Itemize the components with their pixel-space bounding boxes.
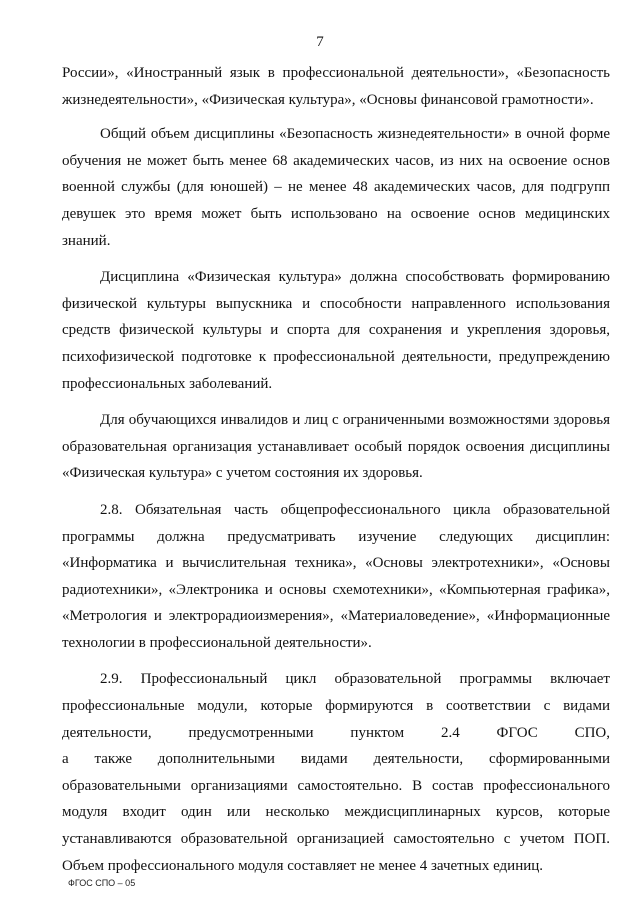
paragraph-line: образовательная организация устанавливает особый порядок освоения дисциплины	[62, 438, 610, 455]
paragraph-line: модуля входит один или несколько междисциплинарных курсов, которые	[62, 804, 610, 821]
paragraph-line: России», «Иностранный язык в профессиональной деятельности», «Безопасность	[62, 65, 610, 81]
paragraph-line: Объем профессионального модуля составляет не менее 4 зачетных единиц.	[62, 857, 544, 874]
paragraph-line: а также дополнительными видами деятельности, сформированными	[62, 751, 610, 768]
document-body	[62, 60, 610, 879]
paragraph	[62, 121, 610, 254]
paragraph-line: образовательными организациями самостоятельно. В состав профессионального	[62, 777, 610, 794]
paragraph-line: Дисциплина «Физическая культура» должна способствовать формированию	[100, 269, 610, 286]
paragraph-line: «Физическая культура» с учетом состояния их здоровья.	[62, 465, 423, 482]
paragraph-line: деятельности, предусмотренными пунктом 2.4 ФГОС СПО,	[62, 724, 610, 741]
paragraph-line: военной службы (для юношей) – не менее 48 академических часов, для подгрупп	[62, 179, 610, 196]
paragraph-line: «Метрология и электрорадиоизмерения», «Материаловедение», «Информационные	[62, 608, 610, 625]
paragraph-line: радиотехники», «Электроника и основы схемотехники», «Компьютерная графика»,	[62, 581, 610, 598]
paragraph	[62, 497, 610, 657]
paragraph	[62, 407, 610, 487]
paragraph-line: знаний.	[62, 232, 111, 249]
paragraph-line: 2.9. Профессиональный цикл образовательной программы включает	[100, 671, 610, 688]
paragraph	[62, 264, 610, 397]
paragraph-line: обучения не может быть менее 68 академических часов, из них на освоение основ	[62, 152, 610, 169]
paragraph-line: устанавливаются образовательной организацией самостоятельно с учетом ПОП.	[62, 831, 610, 848]
page-number: 7	[316, 34, 324, 50]
footer-code: ФГОС СПО – 05	[68, 878, 136, 888]
paragraph-line: психофизической подготовке к профессиональной деятельности, предупреждению	[62, 348, 610, 365]
paragraph-line: Для обучающихся инвалидов и лиц с ограниченными возможностями здоровья	[100, 412, 610, 429]
paragraph-line: профессиональные модули, которые формируются в соответствии с видами	[62, 698, 610, 715]
paragraph-line: жизнедеятельности», «Физическая культура», «Основы финансовой грамотности».	[62, 91, 594, 108]
paragraph	[62, 666, 610, 879]
paragraph-line: физической культуры выпускника и способности направленного использования	[62, 295, 610, 312]
paragraph-line: Общий объем дисциплины «Безопасность жизнедеятельности» в очной форме	[100, 126, 610, 143]
paragraph-line: технологии в профессиональной деятельности».	[62, 634, 372, 651]
paragraph-line: девушек это время может быть использовано на освоение основ медицинских	[62, 205, 610, 222]
paragraph-line: программы должна предусматривать изучение следующих дисциплин:	[62, 528, 610, 545]
paragraph-line: «Информатика и вычислительная техника», «Основы электротехники», «Основы	[62, 555, 610, 572]
paragraph-line: средств физической культуры и спорта для сохранения и укрепления здоровья,	[62, 322, 610, 339]
paragraph-line: профессиональных заболеваний.	[62, 375, 273, 392]
paragraph	[62, 60, 610, 113]
paragraph-line: 2.8. Обязательная часть общепрофессионального цикла образовательной	[100, 501, 610, 518]
